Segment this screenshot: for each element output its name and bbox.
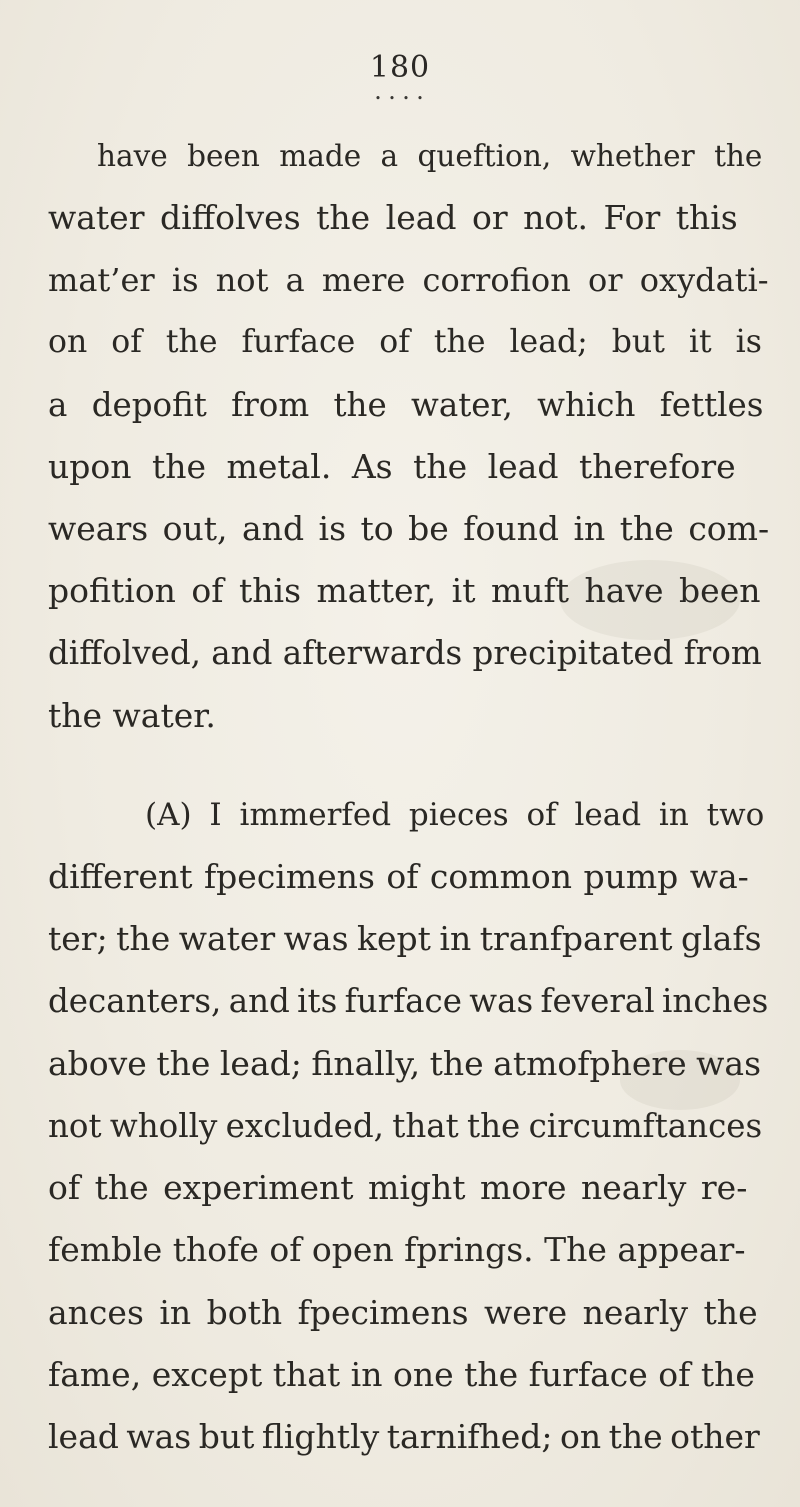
text-line: decanters, and its furface was feveral inches (48, 982, 769, 1020)
text-line: fame, except that in one the furface of the (48, 1355, 755, 1394)
text-line: ter; the water was kept in tranfparent glafs (48, 919, 762, 958)
text-line: pofition of this matter, it muft have been (48, 571, 761, 610)
text-line: diffolved, and afterwards precipitated from (48, 634, 762, 672)
text-line: not wholly excluded, that the circumftances (48, 1107, 763, 1145)
text-line: above the lead; finally, the atmofphere was (48, 1044, 762, 1083)
text-line: a depofit from the water, which fettles (48, 386, 764, 424)
text-line: water diffolves the lead or not. For this (48, 198, 738, 237)
signature-mark: • • • • (374, 92, 426, 105)
text-line: of the experiment might more nearly re- (48, 1168, 748, 1207)
text-line: ances in both fpecimens were nearly the (48, 1293, 758, 1332)
text-line: lead was but flightly tarnifhed; on the other (48, 1417, 760, 1456)
text-line: (A) I immerfed pieces of lead in two (145, 797, 765, 833)
text-line: different fpecimens of common pump wa- (48, 857, 749, 896)
text-line: on of the furface of the lead; but it is (48, 324, 762, 360)
text-line: the water. (48, 696, 216, 735)
text-line: upon the metal. As the lead therefore (48, 447, 736, 486)
text-line: have been made a queftion, whether the (97, 139, 763, 173)
text-line: femble thofe of open fprings. The appear- (48, 1230, 746, 1269)
text-line: mat’er is not a mere corrofion or oxydati- (48, 261, 769, 299)
text-line: wears out, and is to be found in the com- (48, 509, 770, 548)
page-number: 180 (369, 50, 431, 85)
